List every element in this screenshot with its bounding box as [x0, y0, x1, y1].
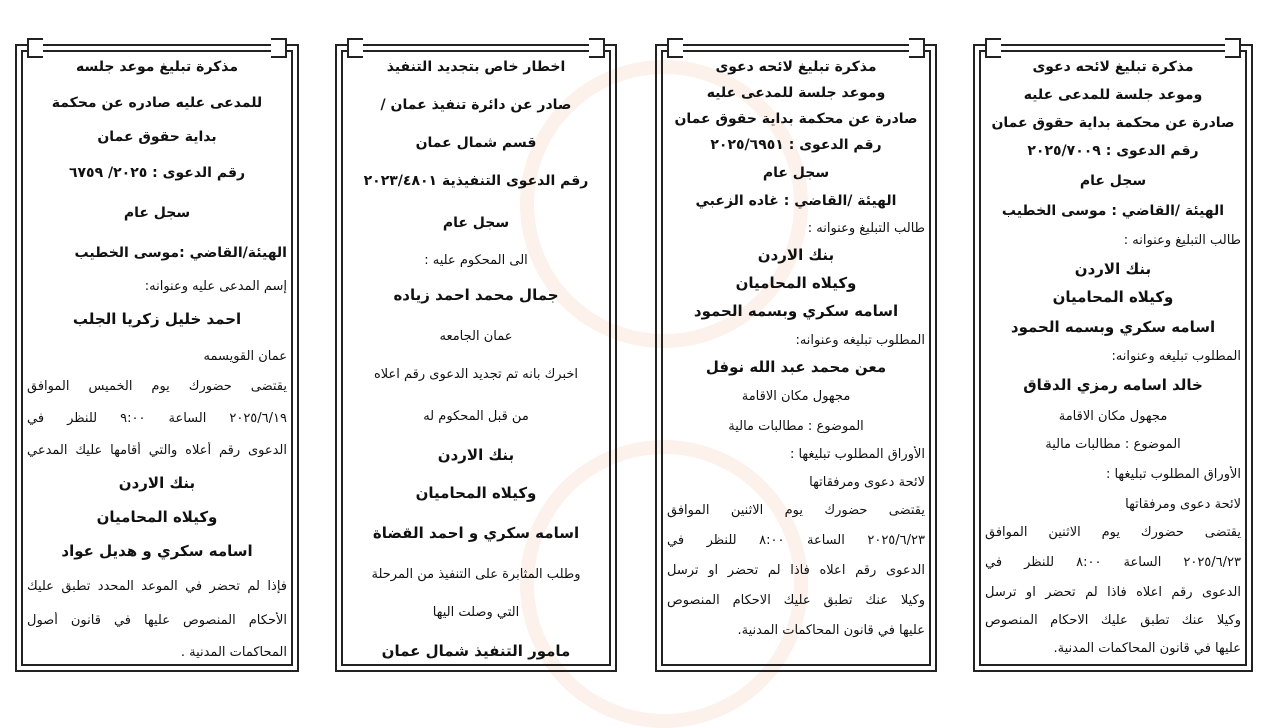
notice-title: مذكرة تبليغ لائحه دعوى: [715, 59, 877, 75]
body-text: ٢٠٢٥/٦/٢٣ الساعة ٨:٠٠ للنظر في: [985, 555, 1241, 570]
department: قسم شمال عمان: [415, 135, 537, 151]
notice-title: اخطار خاص بتجديد التنفيذ: [386, 59, 566, 75]
body-text: وطلب المثابرة على التنفيذ من المرحلة: [371, 567, 581, 582]
documents: لائحة دعوى ومرفقاتها: [1125, 497, 1241, 512]
creditor-name: بنك الاردن: [437, 446, 515, 464]
body-text: يقتضى حضورك يوم الاثنين الموافق: [667, 503, 925, 518]
register-type: سجل عام: [123, 205, 191, 221]
defendant-name: احمد خليل زكريا الجلب: [72, 310, 242, 328]
requester-name: بنك الاردن: [757, 246, 835, 264]
case-number: رقم الدعوى التنفيذية ٢٠٢٣/٤٨٠١: [363, 173, 589, 189]
case-number: رقم الدعوى : ٢٠٢٥/ ٦٧٥٩: [68, 165, 246, 181]
body-text: الدعوى رقم اعلاه فاذا لم تحضر او ترسل: [985, 585, 1241, 600]
court-name: صادرة عن محكمة بداية حقوق عمان: [991, 115, 1235, 131]
requester-label: طالب التبليغ وعنوانه :: [1123, 233, 1241, 248]
requester-lawyers-label: وكيلاه المحاميان: [1052, 288, 1174, 306]
creditor-lawyers-label: وكيلاه المحاميان: [415, 484, 537, 502]
documents: لائحة دعوى ومرفقاتها: [809, 475, 925, 490]
body-text: التي وصلت اليها: [432, 605, 520, 620]
recipient-name: معن محمد عبد الله نوفل: [705, 358, 887, 376]
body-text: الأحكام المنصوص عليها في قانون أصول: [27, 613, 287, 628]
requester-name: بنك الاردن: [1074, 260, 1152, 278]
recipient-address: مجهول مكان الاقامة: [741, 389, 851, 404]
recipient-label: المطلوب تبليغه وعنوانه:: [1111, 349, 1241, 364]
respondent-address: عمان الجامعه: [439, 329, 513, 344]
requester-lawyers: اسامه سكري وبسمه الحمود: [693, 302, 899, 320]
subject: الموضوع : مطالبات مالية: [1045, 437, 1181, 452]
notice-line: للمدعى عليه صادره عن محكمة: [51, 95, 263, 111]
body-text: من قبل المحكوم له: [423, 409, 529, 424]
requester-lawyers: اسامه سكري وبسمه الحمود: [1010, 318, 1216, 336]
respondent-name: جمال محمد احمد زياده: [393, 286, 559, 304]
body-text: عليها في قانون المحاكمات المدنية.: [1053, 641, 1241, 656]
notice-line: وموعد جلسة للمدعى عليه: [1023, 87, 1203, 103]
body-text: اخبرك بانه تم تجديد الدعوى رقم اعلاه: [373, 367, 579, 382]
judge: الهيئة /القاضي : موسى الخطيب: [1001, 203, 1225, 219]
body-text: وكيلا عنك تطبق عليك الاحكام المنصوص: [985, 613, 1241, 628]
notice-session-date: [15, 44, 299, 672]
register-type: سجل عام: [762, 165, 830, 181]
body-text: يقتضى حضورك يوم الاثنين الموافق: [985, 525, 1241, 540]
register-type: سجل عام: [442, 215, 510, 231]
requester-lawyers-label: وكيلاه المحاميان: [735, 274, 857, 292]
notice-lawsuit-6951: [655, 44, 937, 672]
body-text: الدعوى رقم أعلاه والتي أقامها عليك المدعي: [27, 443, 287, 458]
body-text: عليها في قانون المحاكمات المدنية.: [737, 623, 925, 638]
notice-execution-renewal: [335, 44, 617, 672]
subject: الموضوع : مطالبات مالية: [728, 419, 864, 434]
court-name: بداية حقوق عمان: [97, 129, 217, 145]
judge: الهيئة/القاضي :موسى الخطيب: [74, 245, 287, 261]
notice-line: صادر عن دائرة تنفيذ عمان /: [380, 97, 572, 113]
respondent-label: الى المحكوم عليه :: [424, 253, 528, 268]
recipient-label: المطلوب تبليغه وعنوانه:: [795, 333, 925, 348]
court-name: صادرة عن محكمة بداية حقوق عمان: [674, 111, 918, 127]
body-text: فإذا لم تحضر في الموعد المحدد تطبق عليك: [27, 579, 287, 594]
notice-line: وموعد جلسة للمدعى عليه: [706, 85, 886, 101]
body-text: المحاكمات المدنية .: [180, 645, 287, 660]
body-text: يقتضى حضورك يوم الخميس الموافق: [27, 379, 287, 394]
documents-label: الأوراق المطلوب تبليغها :: [789, 447, 925, 462]
judge: الهيئة /القاضي : غاده الزعبي: [695, 193, 897, 209]
body-text: الدعوى رقم اعلاه فاذا لم تحضر او ترسل: [667, 563, 925, 578]
body-text: ٢٠٢٥/٦/١٩ الساعة ٩:٠٠ للنظر في: [27, 411, 287, 426]
body-text: وكيلا عنك تطبق عليك الاحكام المنصوص: [667, 593, 925, 608]
defendant-label: إسم المدعى عليه وعنوانه:: [144, 279, 287, 294]
notice-lawsuit-7009: [973, 44, 1253, 672]
documents-label: الأوراق المطلوب تبليغها :: [1105, 467, 1241, 482]
recipient-name: خالد اسامه رمزي الدقاق: [1023, 376, 1203, 394]
recipient-address: مجهول مكان الاقامة: [1058, 409, 1168, 424]
requester-label: طالب التبليغ وعنوانه :: [807, 221, 925, 236]
notice-title: مذكرة تبليغ لائحه دعوى: [1032, 59, 1194, 75]
plaintiff-lawyers-label: وكيلاه المحاميان: [96, 508, 218, 526]
defendant-address: عمان القويسمه: [203, 349, 287, 364]
creditor-lawyers: اسامه سكري و احمد القضاة: [372, 524, 580, 542]
plaintiff-lawyers: اسامه سكري و هديل عواد: [61, 542, 253, 560]
case-number: رقم الدعوى : ٢٠٢٥/٦٩٥١: [710, 137, 882, 153]
plaintiff-name: بنك الاردن: [118, 474, 196, 492]
case-number: رقم الدعوى : ٢٠٢٥/٧٠٠٩: [1027, 143, 1199, 159]
register-type: سجل عام: [1079, 173, 1147, 189]
notice-title: مذكرة تبليغ موعد جلسه: [75, 59, 239, 75]
body-text: ٢٠٢٥/٦/٢٣ الساعة ٨:٠٠ للنظر في: [667, 533, 925, 548]
signature-line: مامور التنفيذ شمال عمان: [381, 642, 571, 660]
